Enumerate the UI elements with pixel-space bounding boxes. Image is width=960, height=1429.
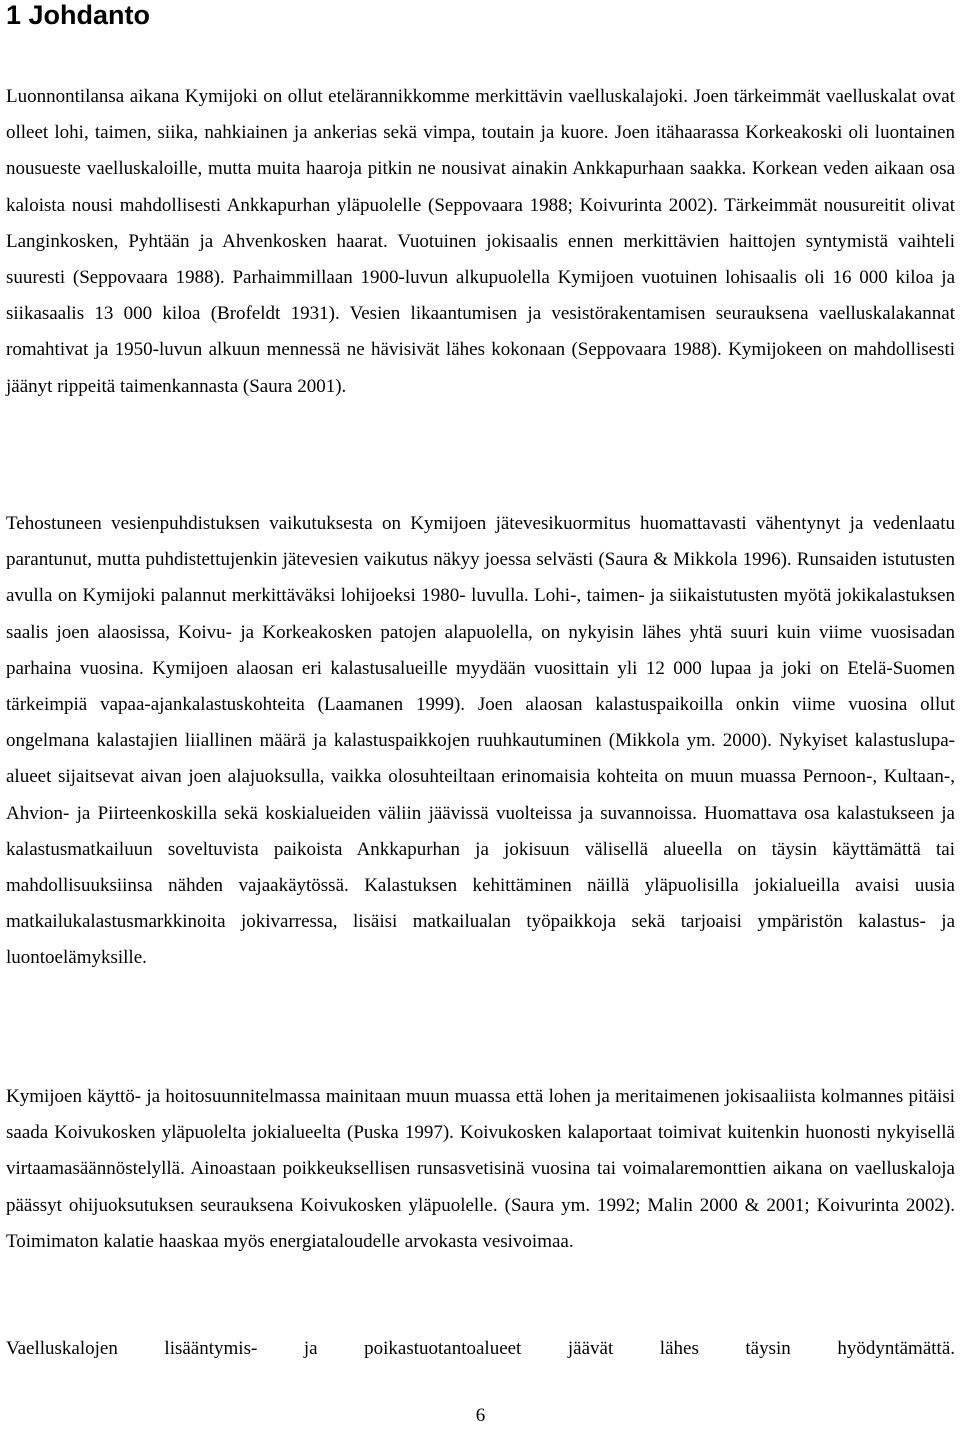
- body-paragraph-4: Vaelluskalojen lisääntymis- ja poikastuotantoalueet jäävät lähes täysin hyödyntämättä.: [6, 1338, 955, 1359]
- chapter-heading: 1 Johdanto: [6, 0, 151, 30]
- page-number: 6: [475, 1405, 486, 1426]
- body-paragraph-2: Tehostuneen vesienpuhdistuksen vaikutuksesta on Kymijoen jätevesikuormitus huomattavasti vähentynyt ja vedenlaatu parantunut, mutta puhdistettujenkin jätevesien vaikutus näkyy joessa selvästi (Saura & Mikkola 1996). Runsaiden istutusten avulla on Kymijoki palannut merkittäväksi lohijoeksi 1980- luvulla. Lohi-, taimen- ja siikaistutusten myötä jokikalastuksen saalis joen alaosissa, Koivu- ja Korkeakosken patojen alapuolella, on nykyisin lähes yhtä suuri kuin viime vuosisadan parhaina vuosina. Kymijoen alaosan eri kalastusalueille myydään vuosittain yli 12 000 lupaa ja joki on Etelä-Suomen tärkeimpiä vapaa-ajankalastuskohteita (Laamanen 1999). Joen alaosan kalastuspaikoilla onkin viime vuosina ollut ongelmana kalastajien liiallinen määrä ja kalastuspaikkojen ruuhkautuminen (Mikkola ym. 2000). Nykyiset kalastuslupa-alueet sijaitsevat aivan joen alajuoksulla, vaikka olosuhteiltaan erinomaisia kohteita on muun muassa Pernoon-, Kultaan-, Ahvion- ja Piirteenkoskilla sekä koskialueiden väliin jäävissä vuolteissa ja suvannoissa. Huomattava osa kalastukseen ja kalastusmatkailuun soveltuvista paikoista Ankkapurhan ja jokisuun välisellä alueella on täysin käyttämättä tai mahdollisuuksiinsa nähden vajaakäytössä. Kalastuksen kehittäminen näillä yläpuolisilla jokialueilla avaisi uusia matkailukalastusmarkkinoita jokivarressa, lisäisi matkailualan työpaikkoja sekä tarjoaisi ympäristön kalastus- ja luontoelämyksille.: [6, 513, 955, 969]
- body-paragraph-1: Luonnontilansa aikana Kymijoki on ollut etelärannikkomme merkittävin vaelluskalajoki. Joen tärkeimmät vaelluskalat ovat olleet lohi, taimen, siika, nahkiainen ja ankerias sekä vimpa, toutain ja kuore. Joen itähaarassa Korkeakoski oli luontainen nousueste vaelluskaloille, mutta muita haaroja pitkin ne nousivat ainakin Ankkapurhaan saakka. Korkean veden aikaan osa kaloista nousi mahdollisesti Ankkapurhan yläpuolelle (Seppovaara 1988; Koivurinta 2002). Tärkeimmät nousureitit olivat Langinkosken, Pyhtään ja Ahvenkosken haarat. Vuotuinen jokisaalis ennen merkittävien haittojen syntymistä vaihteli suuresti (Seppovaara 1988). Parhaimmillaan 1900-luvun alkupuolella Kymijoen vuotuinen lohisaalis oli 16 000 kiloa ja siikasaalis 13 000 kiloa (Brofeldt 1931). Vesien likaantumisen ja vesistörakentamisen seurauksena vaelluskalakannat romahtivat ja 1950-luvun alkuun mennessä ne hävisivät lähes kokonaan (Seppovaara 1988). Kymijokeen on mahdollisesti jäänyt rippeitä taimenkannasta (Saura 2001).: [6, 86, 955, 397]
- body-paragraph-3: Kymijoen käyttö- ja hoitosuunnitelmassa mainitaan muun muassa että lohen ja meritaimenen jokisaaliista kolmannes pitäisi saada Koivukosken yläpuolelta jokialueelta (Puska 1997). Koivukosken kalaportaat toimivat kuitenkin huonosti nykyisellä virtaamasäännöstelyllä. Ainoastaan poikkeuksellisen runsasvetisinä vuosina tai voimalaremonttien aikana on vaelluskaloja päässyt ohijuoksutuksen seurauksena Koivukosken yläpuolelle. (Saura ym. 1992; Malin 2000 & 2001; Koivurinta 2002). Toimimaton kalatie haaskaa myös energiataloudelle arvokasta vesivoimaa.: [6, 1086, 955, 1252]
